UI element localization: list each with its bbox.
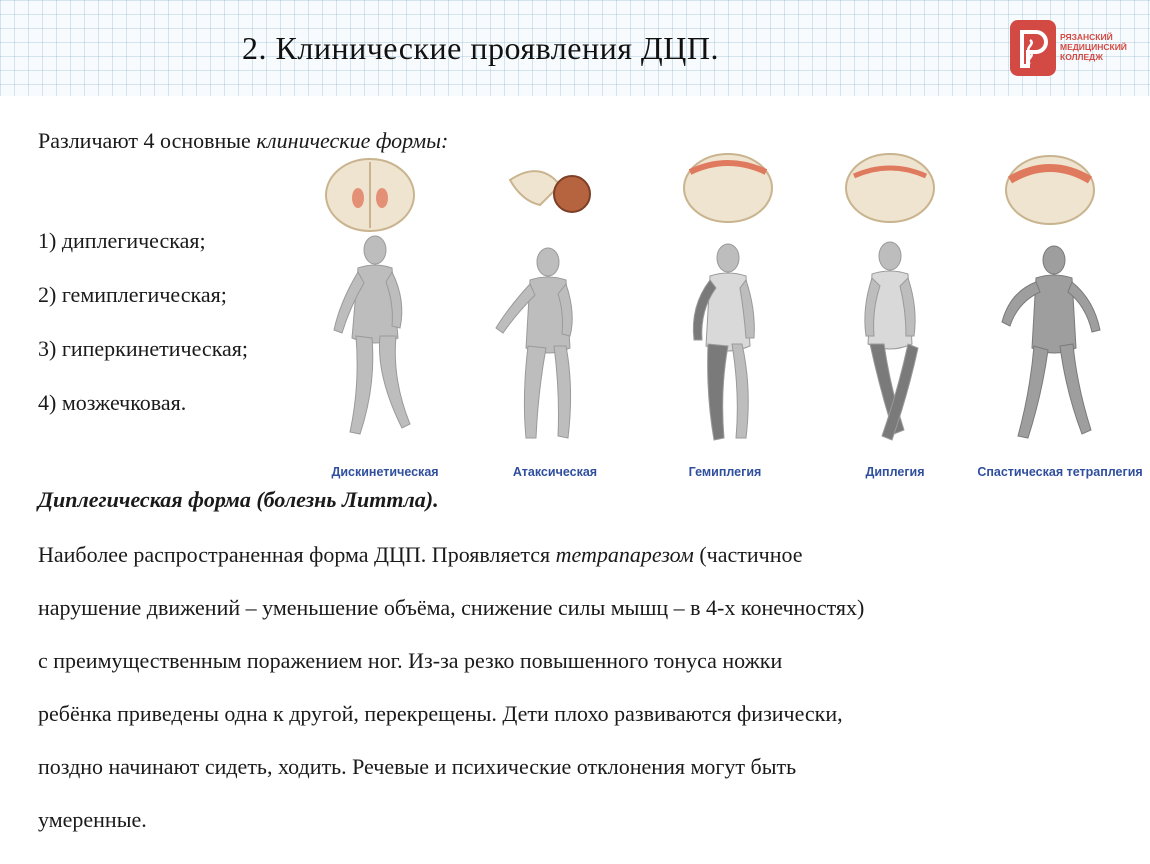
paragraph-line: [38, 537, 1138, 590]
intro-lead: Различают 4 основные: [38, 128, 257, 153]
intro-emphasis: клинические формы:: [256, 128, 449, 153]
paragraph-line: умеренные.: [38, 807, 147, 832]
figure-ataxic: [470, 150, 640, 495]
caption-spastic-tetraplegia: Спастическая тетраплегия: [977, 465, 1143, 479]
paragraph-line: с преимущественным поражением ног. Из-за резко повышенного тонуса ножки: [38, 648, 783, 673]
paragraph-line: поздно начинают сидеть, ходить. Речевые и психические отклонения могут быть: [38, 754, 797, 779]
cp-forms-illustration: [300, 150, 1150, 495]
caption-dyskinetic: Дискинетическая: [331, 465, 439, 479]
dyskinetic-figure-icon: [300, 150, 470, 460]
figure-dyskinetic: [300, 150, 470, 495]
slide-title: 2. Клинические проявления ДЦП.: [242, 30, 719, 66]
paragraph-emphasis: тетрапарезом: [555, 542, 694, 567]
section-heading: Диплегическая форма (болезнь Литтла).: [38, 487, 439, 512]
spastic-tetraplegia-figure-icon: [970, 150, 1150, 460]
list-item: 2) гемиплегическая;: [38, 282, 227, 307]
paragraph-line: нарушение движений – уменьшение объёма, снижение силы мышц – в 4-х конечностях): [38, 595, 865, 620]
caption-ataxic: Атаксическая: [512, 465, 598, 479]
figure-diplegia: [810, 150, 980, 495]
list-item: 3) гиперкинетическая;: [38, 336, 249, 361]
logo-line-1: РЯЗАНСКИЙ: [1060, 32, 1113, 42]
logo-text: [1060, 32, 1130, 62]
ataxic-figure-icon: [470, 150, 640, 460]
logo-emblem-icon: [1008, 18, 1058, 80]
diplegia-figure-icon: [810, 150, 980, 460]
paragraph-text: (частичное: [693, 542, 803, 567]
logo-line-2: МЕДИЦИНСКИЙ: [1060, 42, 1127, 52]
college-logo: [1008, 18, 1128, 80]
logo-line-3: КОЛЛЕДЖ: [1060, 52, 1103, 62]
figure-spastic-tetraplegia: [970, 150, 1143, 495]
caption-hemiplegia: Гемиплегия: [688, 465, 762, 479]
list-item: 1) диплегическая;: [38, 228, 206, 253]
caption-diplegia: Диплегия: [865, 465, 925, 479]
body-paragraph: [38, 537, 1138, 855]
list-item: 4) мозжечковая.: [38, 390, 187, 415]
forms-list: [38, 226, 248, 442]
paragraph-text: Наиболее распространенная форма ДЦП. Проявляется: [38, 542, 556, 567]
hemiplegia-figure-icon: [640, 150, 810, 460]
figure-hemiplegia: [640, 150, 810, 495]
paragraph-line: ребёнка приведены одна к другой, перекрещены. Дети плохо развиваются физически,: [38, 701, 843, 726]
